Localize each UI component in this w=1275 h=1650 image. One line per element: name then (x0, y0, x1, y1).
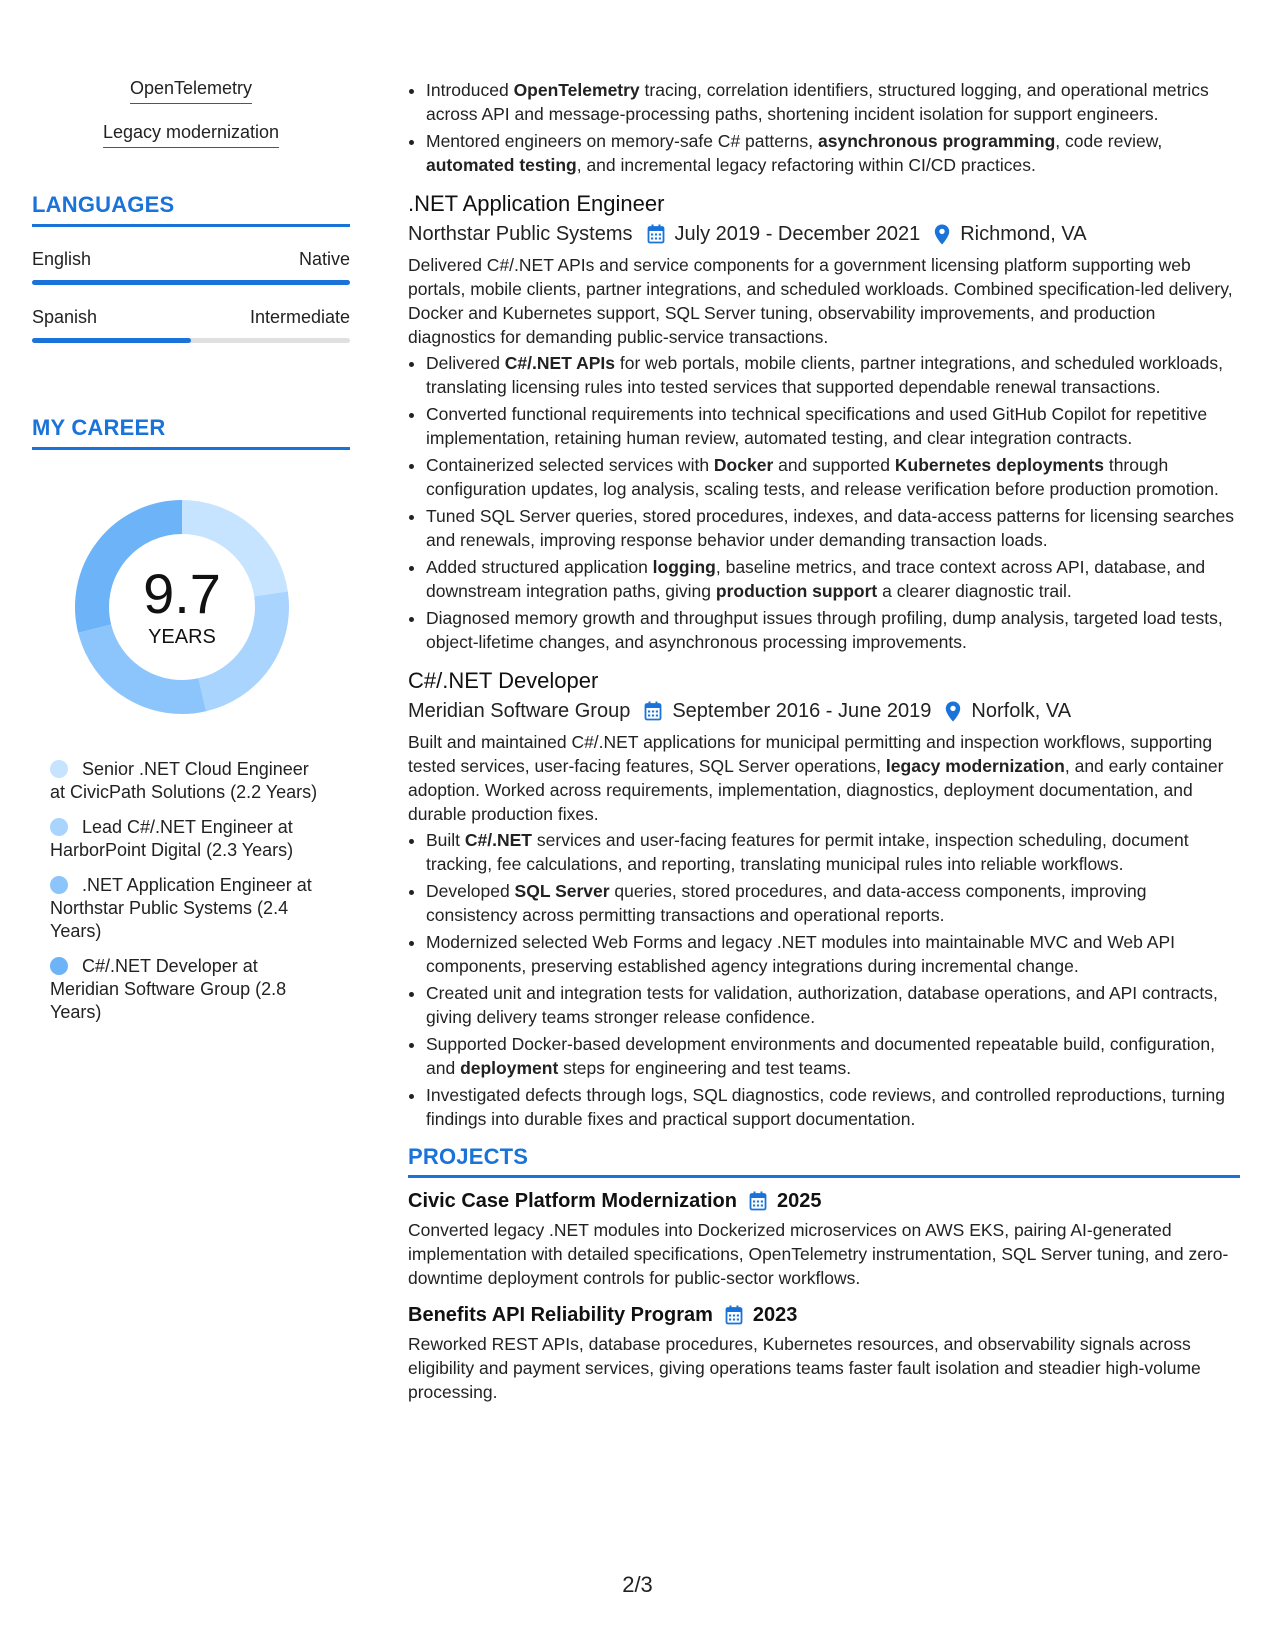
bold-keyword: deployment (460, 1058, 559, 1078)
job-dates: September 2016 - June 2019 (672, 700, 932, 722)
legend-dot (50, 818, 68, 836)
career-section (32, 415, 350, 1024)
main-content (408, 78, 1240, 1414)
project-description: Converted legacy .NET modules into Dockerized microservices on AWS EKS, pairing AI-generated implementation with detailed specifications, OpenTelemetry instrumentation, SQL Server tuning, and zero-downtime deployment controls for public-sector workflows. (408, 1220, 1229, 1288)
map-pin-icon (945, 701, 961, 722)
continued-bullets (408, 78, 1240, 177)
job-title: C#/.NET Developer (408, 668, 599, 693)
job-bullets (408, 351, 1240, 654)
job-entry (408, 666, 1240, 1131)
language-bar-fill (32, 338, 191, 343)
bullet-item: • Investigated defects through logs, SQL diagnostics, code reviews, and controlled reproductions, turning findings into durable fixes and practical support documentation. (426, 1083, 1240, 1131)
job-summary: Built and maintained C#/.NET applications for municipal permitting and inspection workflows, supporting tested services, user-facing features, SQL Server operations, legacy modernization, and early container adoption. Worked across requirements, implementation, diagnostics, deployment documentation, and durable production fixes. (408, 732, 1224, 824)
project-name: Benefits API Reliability Program (408, 1304, 713, 1326)
bold-keyword: C#/.NET (464, 830, 533, 850)
experience-list (408, 189, 1240, 1131)
bold-keyword: production support (715, 581, 878, 601)
career-unit: YEARS (148, 625, 216, 648)
bullet-item: • Converted functional requirements into technical specifications and used GitHub Copilot for repetitive implementation, retaining human review, automated testing, and clear integration contracts. (426, 402, 1240, 450)
legend-text: Senior .NET Cloud Engineer at CivicPath Solutions (2.2 Years) (50, 759, 318, 802)
job-meta (408, 219, 1240, 249)
bullet-item: • Supported Docker-based development environments and documented repeatable build, configuration, and deployment steps for engineering and test teams. (426, 1032, 1240, 1080)
projects-list (408, 1186, 1240, 1404)
language-row (32, 249, 350, 270)
bullet-item: • Delivered C#/.NET APIs for web portals, mobile clients, partner integrations, and scheduled workloads, translating licensing rules into tested services that supported dependable renewal transactions. (426, 351, 1240, 399)
language-bar-fill (32, 280, 350, 285)
job-location: Richmond, VA (960, 223, 1087, 245)
bullet-item: • Modernized selected Web Forms and legacy .NET modules into maintainable MVC and Web API components, preserving established agency integrations during incremental change. (426, 930, 1240, 978)
job-summary: Delivered C#/.NET APIs and service components for a government licensing platform supporting web portals, mobile clients, partner integrations, and scheduled workloads. Combined specification-led delivery, Docker and Kubernetes support, SQL Server tuning, observability improvements, and production diagnostics for demanding public-service transactions. (408, 255, 1233, 347)
project-title (408, 1300, 1240, 1330)
project-year: 2023 (752, 1304, 798, 1326)
job-title: .NET Application Engineer (408, 191, 665, 216)
job-dates: July 2019 - December 2021 (674, 223, 921, 245)
calendar-icon (749, 1191, 767, 1211)
bullet-item: • Developed SQL Server queries, stored procedures, and data-access components, improving consistency across permitting transactions and operational reports. (426, 879, 1240, 927)
languages-list (32, 249, 350, 343)
bullet-item: • Built C#/.NET services and user-facing features for permit intake, inspection scheduling, document tracking, fee calculations, and reporting, translating municipal rules into reliable workflows. (426, 828, 1240, 876)
project-description: Reworked REST APIs, database procedures, Kubernetes resources, and observability signals across eligibility and payment services, giving operations teams faster fault isolation and steadier high-volume processing. (408, 1334, 1201, 1402)
map-pin-icon (934, 224, 950, 245)
language-bar (32, 338, 350, 343)
bullet-item: • Mentored engineers on memory-safe C# patterns, asynchronous programming, code review, automated testing, and incremental legacy refactoring within CI/CD practices. (426, 129, 1240, 177)
skill-tags (32, 78, 350, 162)
bold-keyword: Docker (713, 455, 774, 475)
project-title (408, 1186, 1240, 1216)
legend-dot (50, 957, 68, 975)
projects-heading: PROJECTS (408, 1145, 1240, 1178)
career-legend-item (50, 874, 320, 943)
career-legend-item (50, 758, 320, 804)
career-total: 9.7 (143, 561, 221, 625)
bullet-item: • Diagnosed memory growth and throughput issues through profiling, dump analysis, targeted load tests, object-lifetime changes, and asynchronous processing improvements. (426, 606, 1240, 654)
legend-dot (50, 760, 68, 778)
page-number: 2/3 (622, 1572, 653, 1597)
career-legend-item (50, 955, 320, 1024)
project-year: 2025 (776, 1190, 822, 1212)
languages-heading: LANGUAGES (32, 192, 350, 227)
bold-keyword: automated testing (426, 155, 577, 175)
job-meta (408, 696, 1240, 726)
bullet-item: • Created unit and integration tests for validation, authorization, database operations, and API contracts, giving delivery teams stronger release confidence. (426, 981, 1240, 1029)
bold-keyword: OpenTelemetry (513, 80, 640, 100)
legend-dot (50, 876, 68, 894)
skill-tag: Legacy modernization (103, 122, 279, 148)
legend-text: .NET Application Engineer at Northstar Public Systems (2.4 Years) (50, 875, 312, 941)
bold-keyword: legacy modernization (885, 756, 1065, 776)
job-location: Norfolk, VA (971, 700, 1072, 722)
language-name: English (32, 249, 92, 269)
language-level: Native (298, 249, 350, 269)
calendar-icon (644, 701, 662, 721)
career-legend (32, 758, 320, 1024)
bullet-item: • Added structured application logging, baseline metrics, and trace context across API, database, and downstream integration paths, giving production support a clearer diagnostic trail. (426, 555, 1240, 603)
job-entry (408, 189, 1240, 654)
language-level: Intermediate (249, 307, 350, 327)
donut-center (67, 492, 297, 722)
bold-keyword: SQL Server (514, 881, 610, 901)
bold-keyword: C#/.NET APIs (504, 353, 616, 373)
job-bullets (408, 828, 1240, 1131)
career-donut-chart (67, 492, 297, 722)
legend-text: C#/.NET Developer at Meridian Software Group (2.8 Years) (50, 956, 287, 1022)
bold-keyword: Kubernetes deployments (894, 455, 1104, 475)
career-legend-item (50, 816, 320, 862)
legend-text: Lead C#/.NET Engineer at HarborPoint Digital (2.3 Years) (50, 817, 294, 860)
project-name: Civic Case Platform Modernization (408, 1190, 737, 1212)
bold-keyword: logging (652, 557, 716, 577)
job-company: Meridian Software Group (408, 700, 631, 722)
language-name: Spanish (32, 307, 98, 327)
language-row (32, 307, 350, 328)
career-heading: MY CAREER (32, 415, 350, 450)
bullet-item: • Tuned SQL Server queries, stored procedures, indexes, and data-access patterns for licensing searches and renewals, improving response behavior under demanding transaction loads. (426, 504, 1240, 552)
languages-section (32, 192, 350, 343)
skill-tag: OpenTelemetry (130, 78, 252, 104)
job-company: Northstar Public Systems (408, 223, 633, 245)
projects-section (408, 1145, 1240, 1404)
bold-keyword: asynchronous programming (818, 131, 1056, 151)
bullet-item: • Introduced OpenTelemetry tracing, correlation identifiers, structured logging, and operational metrics across API and message-processing paths, shortening incident isolation for support engineers. (426, 78, 1240, 126)
calendar-icon (647, 224, 665, 244)
bullet-item: • Containerized selected services with Docker and supported Kubernetes deployments through configuration updates, log analysis, scaling tests, and release verification before production promotion. (426, 453, 1240, 501)
language-bar (32, 280, 350, 285)
sidebar (32, 78, 350, 1036)
calendar-icon (725, 1305, 743, 1325)
